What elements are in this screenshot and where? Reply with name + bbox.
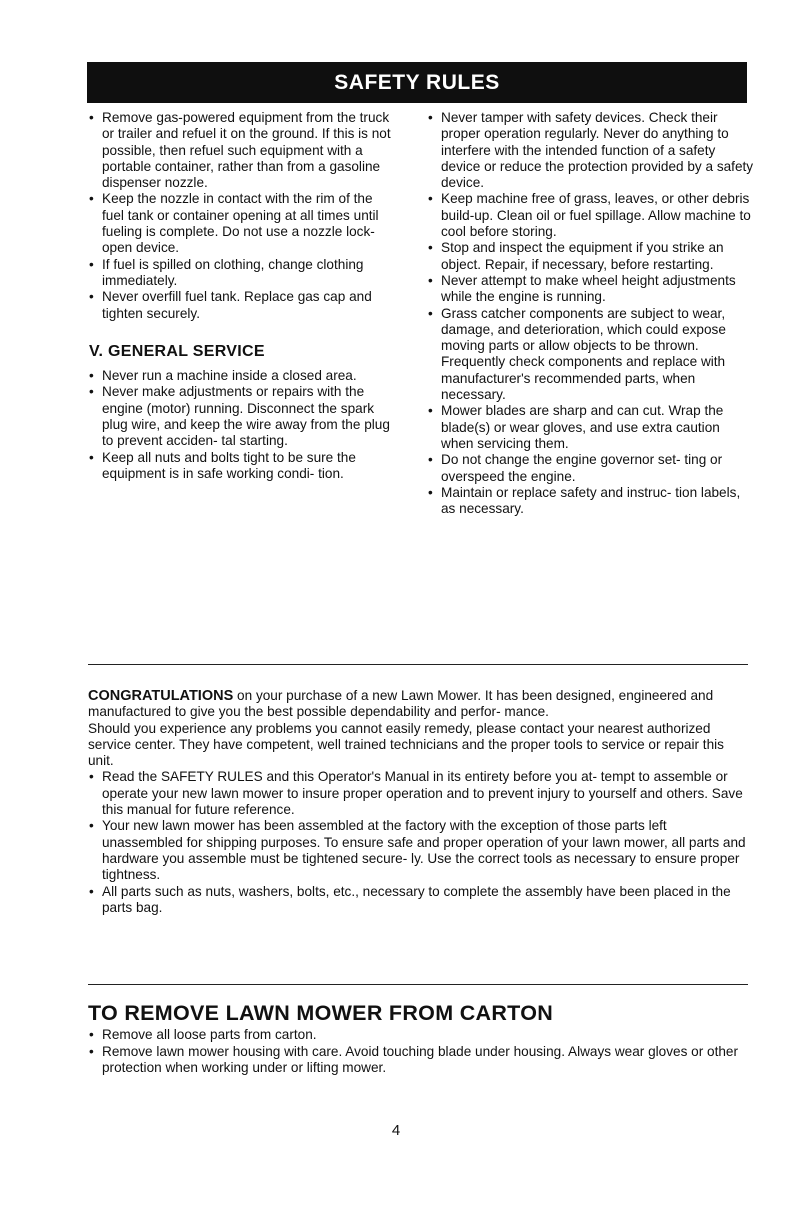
list-item: • Never run a machine inside a closed area. bbox=[88, 368, 394, 384]
list-item: • Read the SAFETY RULES and this Operator's Manual in its entirety before you at- tempt to assemble or operate your new lawn mower to insure proper operation and to prevent injury to yourself and others. Save this manual for future reference. bbox=[88, 769, 748, 818]
list-item: • If fuel is spilled on clothing, change clothing immediately. bbox=[88, 257, 394, 290]
safety-device-list bbox=[427, 110, 755, 517]
remove-from-carton-section bbox=[88, 1001, 748, 1076]
section-divider bbox=[88, 664, 748, 665]
list-item: • Never attempt to make wheel height adjustments while the engine is running. bbox=[427, 273, 755, 306]
list-item: • Stop and inspect the equipment if you strike an object. Repair, if necessary, before restarting. bbox=[427, 240, 755, 273]
service-paragraph: Should you experience any problems you cannot easily remedy, please contact your nearest authorized service center. They have competent, well trained technicians and the proper tools to service or repair this unit. bbox=[88, 720, 724, 769]
page-number: 4 bbox=[391, 1122, 401, 1139]
safety-rules-banner bbox=[87, 62, 747, 103]
carton-heading: TO REMOVE LAWN MOWER FROM CARTON bbox=[88, 1001, 554, 1025]
carton-steps-list bbox=[88, 1027, 748, 1076]
list-item: • All parts such as nuts, washers, bolts, etc., necessary to complete the assembly have been placed in the parts bag. bbox=[88, 884, 748, 917]
list-item: • Remove lawn mower housing with care. Avoid touching blade under housing. Always wear gloves or other protection when working under or lifting mower. bbox=[88, 1044, 748, 1077]
list-item: • Keep all nuts and bolts tight to be sure the equipment is in safe working condi- tion. bbox=[88, 450, 394, 483]
list-item: • Never overfill fuel tank. Replace gas cap and tighten securely. bbox=[88, 289, 394, 322]
general-service-list bbox=[88, 368, 394, 482]
list-item: • Remove gas-powered equipment from the truck or trailer and refuel it on the ground. If this is not possible, then refuel such equipment with a portable container, rather than from a gasoline dispenser nozzle. bbox=[88, 110, 394, 191]
congratulations-text: on your purchase of a new Lawn Mower. It has been designed, engineered and manufactured to give you the best possible dependability and perfor- mance. bbox=[88, 688, 714, 720]
congratulations-section bbox=[88, 688, 748, 916]
list-item: • Maintain or replace safety and instruc- tion labels, as necessary. bbox=[427, 485, 755, 518]
congratulations-lead: CONGRATULATIONS bbox=[88, 688, 234, 704]
banner-title: SAFETY RULES bbox=[334, 70, 500, 94]
left-column bbox=[88, 110, 394, 482]
assembly-notes-list bbox=[88, 769, 748, 916]
fuel-safety-list bbox=[88, 110, 394, 322]
congratulations-paragraph bbox=[88, 688, 748, 721]
list-item: • Keep machine free of grass, leaves, or other debris build-up. Clean oil or fuel spillage. Allow machine to cool before storing. bbox=[427, 191, 755, 240]
list-item: • Your new lawn mower has been assembled at the factory with the exception of those parts left unassembled for shipping purposes. To ensure safe and proper operation of your lawn mower, all parts and hardware you assemble must be tightened secure- ly. Use the correct tools as necessary to ensure proper tightness. bbox=[88, 818, 748, 883]
right-column bbox=[427, 110, 755, 517]
list-item: • Mower blades are sharp and can cut. Wrap the blade(s) or wear gloves, and use extra caution when servicing them. bbox=[427, 403, 755, 452]
list-item: • Do not change the engine governor set- ting or overspeed the engine. bbox=[427, 452, 755, 485]
general-service-heading: V. GENERAL SERVICE bbox=[89, 342, 265, 360]
list-item: • Never make adjustments or repairs with the engine (motor) running. Disconnect the spark plug wire, and keep the wire away from the plug to prevent acciden- tal starting. bbox=[88, 384, 394, 449]
list-item: • Keep the nozzle in contact with the rim of the fuel tank or container opening at all times until fueling is complete. Do not use a nozzle lock-open device. bbox=[88, 191, 394, 256]
list-item: • Grass catcher components are subject to wear, damage, and deterioration, which could expose moving parts or allow objects to be thrown. Frequently check components and replace with manufacturer's recommended parts, when necessary. bbox=[427, 306, 755, 404]
list-item: • Never tamper with safety devices. Check their proper operation regularly. Never do anything to interfere with the intended function of a safety device or reduce the protection provided by a safety device. bbox=[427, 110, 755, 191]
section-divider bbox=[88, 984, 748, 985]
list-item: • Remove all loose parts from carton. bbox=[88, 1027, 748, 1043]
